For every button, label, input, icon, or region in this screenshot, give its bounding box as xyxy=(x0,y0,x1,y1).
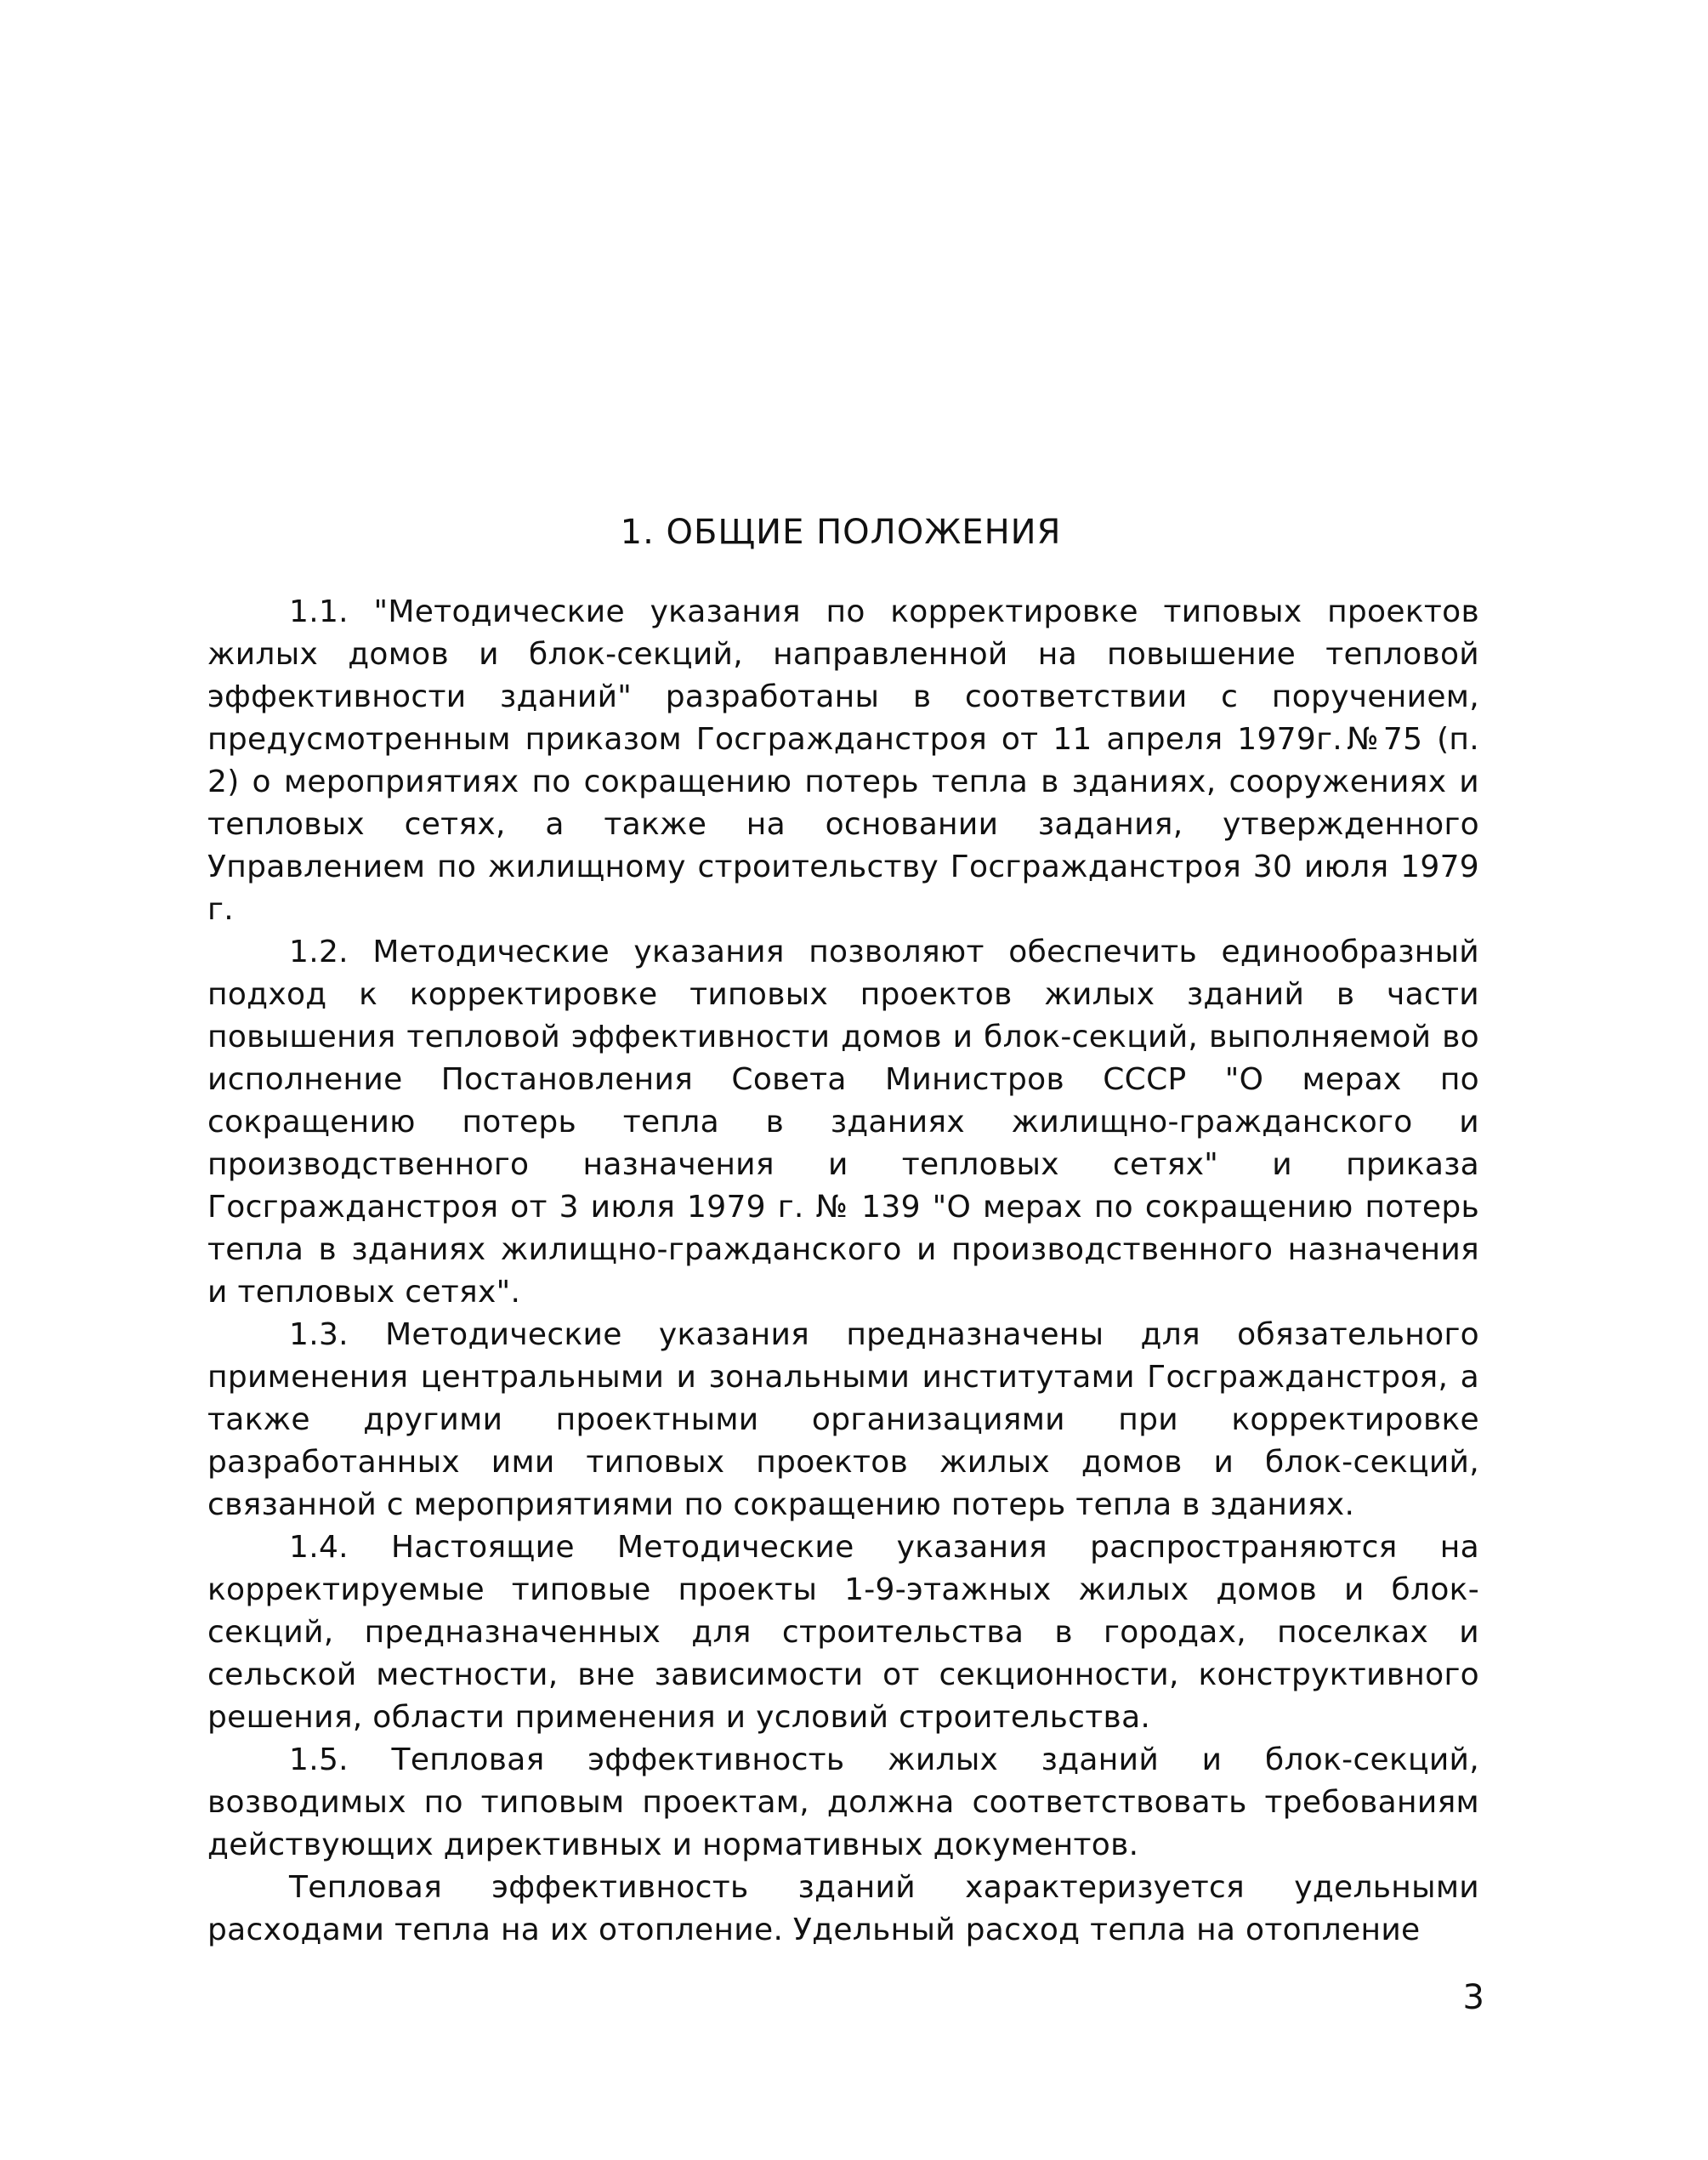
paragraph-1-2: 1.2. Методические указания позволяют обеспечить единообразный подход к корректировке типовых проектов жилых зданий в части повышения тепловой эффективности домов и блок-секций, выполняемой во исполнение Постановления Совета Министров СССР "О мерах по сокращению потерь тепла в зданиях жилищно-гражданского и производственного назначения и тепловых сетях" и приказа Госгражданстроя от 3 июля 1979 г. № 139 "О мерах по сокращению потерь тепла в зданиях жилищно-гражданского и производственного назначения и тепловых сетях". xyxy=(207,935,1479,1310)
section-title: 1. ОБЩИЕ ПОЛОЖЕНИЯ xyxy=(620,513,1062,552)
paragraph-1-4: 1.4. Настоящие Методические указания распространяются на корректируемые типовые проекты 1-9-этажных жилых домов и блок-секций, предназначенных для строительства в городах, поселках и сельской местности, вне зависимости от секционности, конструктивного решения, области применения и условий строительства. xyxy=(207,1530,1479,1735)
paragraph-1-5: 1.5. Тепловая эффективность жилых зданий и блок-секций, возводимых по типовым проектам, должна соответствовать требованиям действующих директивных и нормативных документов. xyxy=(207,1742,1479,1862)
body-text xyxy=(207,591,1479,1952)
paragraph-1-3: 1.3. Методические указания предназначены для обязательного применения центральными и зональными институтами Госгражданстроя, а также другими проектными организациями при корректировке разработанных ими типовых проектов жилых домов и блок-секций, связанной с мероприятиями по сокращению потерь тепла в зданиях. xyxy=(207,1317,1479,1522)
paragraph-1-1: 1.1. "Методические указания по корректировке типовых проектов жилых домов и блок-секций, направленной на повышение тепловой эффективности зданий" разработаны в соответствии с поручением, предусмотренным приказом Госгражданстроя от 11 апреля 1979г.№75 (п. 2) о мероприятиях по сокращению потерь тепла в зданиях, сооружениях и тепловых сетях, а также на основании задания, утвержденного Управлением по жилищному строительству Госгражданстроя 30 июля 1979 г. xyxy=(207,594,1479,927)
page-number: 3 xyxy=(1462,1978,1484,2017)
paragraph-continuation: Тепловая эффективность зданий характеризуется удельными расходами тепла на их отопление. Удельный расход тепла на отопление xyxy=(207,1870,1479,1947)
